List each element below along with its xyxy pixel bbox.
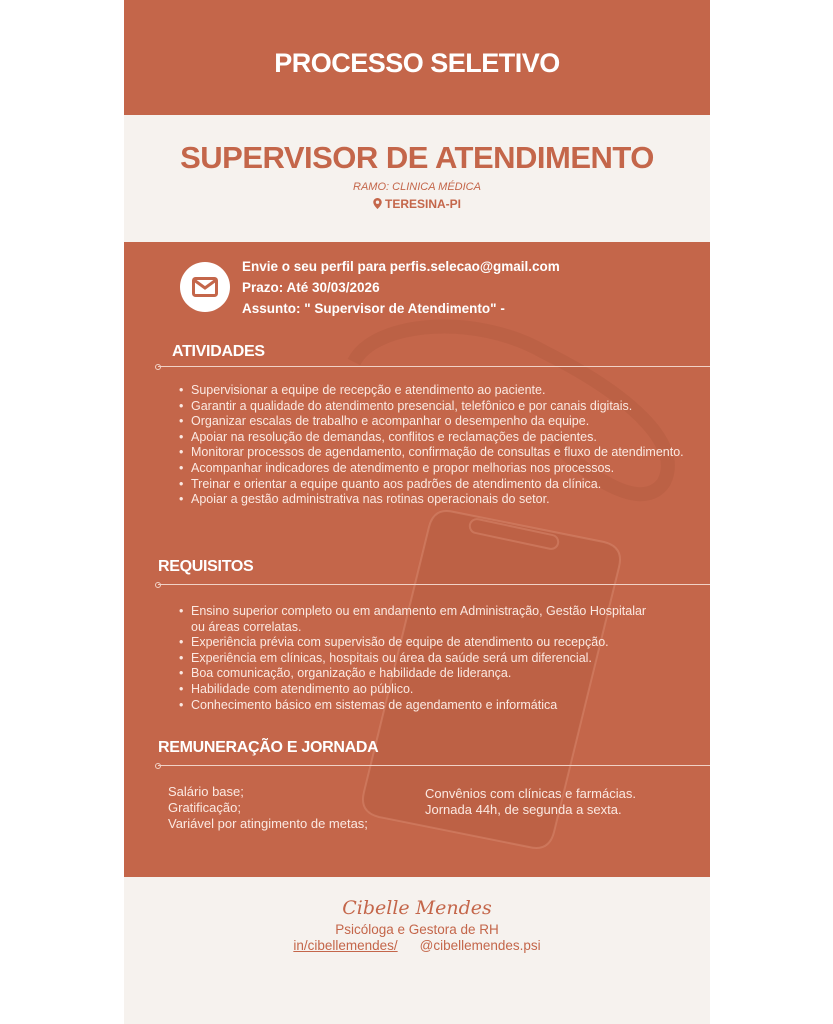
contact-info [242, 256, 560, 319]
header-band [124, 0, 710, 115]
header-title: PROCESSO SELETIVO [274, 48, 560, 78]
compensation-item: Convênios com clínicas e farmácias. [425, 786, 636, 801]
list-item: • Acompanhar indicadores de atendimento e propor melhorias nos processos. [179, 461, 689, 477]
list-item: • Treinar e orientar a equipe quanto aos padrões de atendimento da clínica. [179, 477, 689, 493]
list-item: • Boa comunicação, organização e habilidade de liderança. [179, 666, 649, 682]
linkedin-link[interactable]: in/cibellemendes/ [293, 938, 398, 953]
location-text: TERESINA-PI [384, 197, 461, 211]
list-item: • Monitorar processos de agendamento, confirmação de consultas e fluxo de atendimento. [179, 445, 689, 461]
list-item: • Apoiar na resolução de demandas, conflitos e reclamações de pacientes. [179, 430, 689, 446]
compensation-divider [158, 765, 710, 766]
compensation-item: Jornada 44h, de segunda a sexta. [425, 802, 622, 817]
author-links [124, 938, 710, 953]
envelope-icon [192, 277, 218, 297]
compensation-left [168, 784, 368, 832]
instagram-handle: @cibellemendes.psi [419, 938, 541, 953]
contact-icon-circle [180, 262, 230, 312]
list-item: • Conhecimento básico em sistemas de agendamento e informática [179, 698, 649, 714]
compensation-item: Variável por atingimento de metas; [168, 816, 368, 831]
list-item: • Garantir a qualidade do atendimento presencial, telefônico e por canais digitais. [179, 399, 689, 415]
requirements-divider [158, 584, 710, 585]
author-signature: Cibelle Mendes [342, 897, 492, 919]
compensation-right [425, 786, 636, 818]
list-item: • Habilidade com atendimento ao público. [179, 682, 649, 698]
author-role: Psicóloga e Gestora de RH [335, 922, 499, 937]
main-panel [124, 242, 710, 877]
activities-list [179, 383, 689, 508]
list-item: • Experiência em clínicas, hospitais ou área da saúde será um diferencial. [179, 651, 649, 667]
contact-deadline-line: Prazo: Até 30/03/2026 [242, 280, 380, 295]
list-item: • Apoiar a gestão administrativa nas rotinas operacionais do setor. [179, 492, 689, 508]
list-item: • Experiência prévia com supervisão de equipe de atendimento ou recepção. [179, 635, 649, 651]
compensation-item: Salário base; [168, 784, 244, 799]
list-item: • Organizar escalas de trabalho e acompanhar o desempenho da equipe. [179, 414, 689, 430]
activities-divider [158, 366, 710, 367]
job-branch: RAMO: CLINICA MÉDICA [353, 181, 481, 193]
job-title: SUPERVISOR DE ATENDIMENTO [180, 140, 654, 175]
list-item: • Supervisionar a equipe de recepção e atendimento ao paciente. [179, 383, 689, 399]
compensation-title: REMUNERAÇÃO E JORNADA [158, 739, 379, 756]
requirements-list [179, 604, 649, 713]
list-item: • Ensino superior completo ou em andamento em Administração, Gestão Hospitalar ou áreas correlatas. [179, 604, 649, 635]
job-posting [124, 0, 710, 1024]
job-location [124, 197, 710, 211]
contact-subject-line: Assunto: " Supervisor de Atendimento" - [242, 301, 505, 316]
contact-email-line: Envie o seu perfil para perfis.selecao@gmail.com [242, 259, 560, 274]
requirements-title: REQUISITOS [158, 558, 254, 575]
activities-title: ATIVIDADES [172, 343, 265, 360]
compensation-item: Gratificação; [168, 800, 241, 815]
map-pin-icon [373, 198, 382, 209]
